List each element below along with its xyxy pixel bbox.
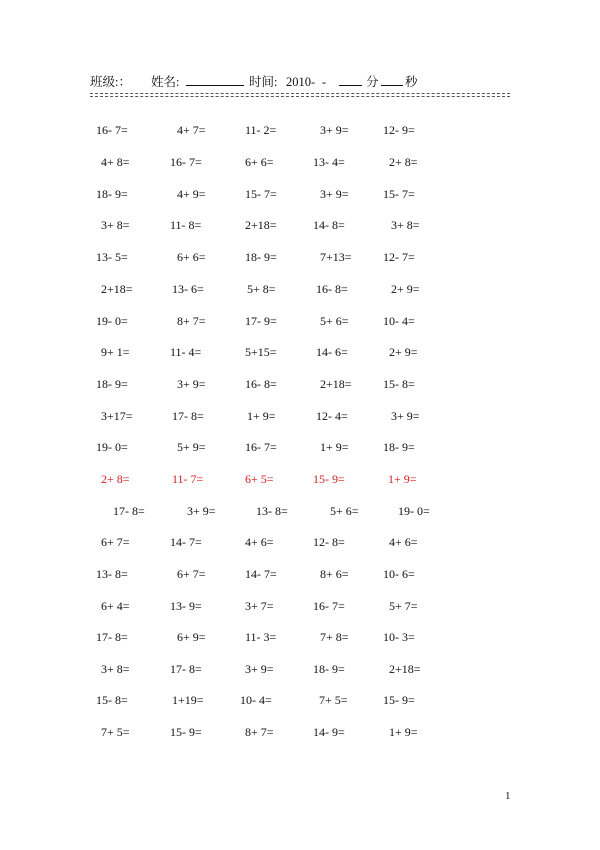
problem-r11-c2: 5+ 9= xyxy=(177,440,206,454)
problem-r11-c3: 16- 7= xyxy=(245,440,277,454)
problem-r19-c5: 15- 9= xyxy=(383,693,415,707)
problem-r19-c3: 10- 4= xyxy=(240,693,272,707)
problem-r6-c3: 5+ 8= xyxy=(247,282,276,296)
problem-r18-c3: 3+ 9= xyxy=(245,662,274,676)
problem-r2-c5: 2+ 8= xyxy=(389,155,418,169)
problem-r13-c5: 19- 0= xyxy=(398,504,430,518)
problem-r10-c5: 3+ 9= xyxy=(391,409,420,423)
date-dash: - xyxy=(322,75,327,89)
problem-r20-c4: 14- 9= xyxy=(313,725,345,739)
problem-r7-c5: 10- 4= xyxy=(383,314,415,328)
problem-r6-c1: 2+18= xyxy=(101,282,133,296)
problem-r15-c2: 6+ 7= xyxy=(177,567,206,581)
problem-r13-c1: 17- 8= xyxy=(113,504,145,518)
problem-r4-c1: 3+ 8= xyxy=(101,218,130,232)
problem-r18-c5: 2+18= xyxy=(389,662,421,676)
problem-r1-c3: 11- 2= xyxy=(245,123,277,137)
problem-r17-c5: 10- 3= xyxy=(383,630,415,644)
problem-r12-c5: 1+ 9= xyxy=(388,472,417,486)
problem-r5-c5: 12- 7= xyxy=(383,250,415,264)
problem-r17-c2: 6+ 9= xyxy=(177,630,206,644)
problem-r9-c5: 15- 8= xyxy=(383,377,415,391)
problem-r4-c3: 2+18= xyxy=(245,218,277,232)
problem-r14-c4: 12- 8= xyxy=(313,535,345,549)
problem-r16-c1: 6+ 4= xyxy=(101,599,130,613)
problem-r4-c4: 14- 8= xyxy=(313,218,345,232)
class-label: 班级:： xyxy=(90,75,131,89)
problem-r14-c3: 4+ 6= xyxy=(245,535,274,549)
problem-r20-c3: 8+ 7= xyxy=(245,725,274,739)
second-label: 秒 xyxy=(405,75,418,89)
problem-r15-c1: 13- 8= xyxy=(96,567,128,581)
problem-r17-c4: 7+ 8= xyxy=(320,630,349,644)
problem-r9-c4: 2+18= xyxy=(320,377,352,391)
problem-r12-c3: 6+ 5= xyxy=(245,472,274,486)
problem-r13-c2: 3+ 9= xyxy=(187,504,216,518)
problem-r17-c1: 17- 8= xyxy=(96,630,128,644)
problem-r19-c4: 7+ 5= xyxy=(319,693,348,707)
problem-r7-c1: 19- 0= xyxy=(96,314,128,328)
minute-label: 分 xyxy=(366,75,379,89)
problem-r10-c3: 1+ 9= xyxy=(247,409,276,423)
problem-r8-c1: 9+ 1= xyxy=(101,345,130,359)
problem-r11-c1: 19- 0= xyxy=(96,440,128,454)
problem-r15-c5: 10- 6= xyxy=(383,567,415,581)
problem-r9-c2: 3+ 9= xyxy=(177,377,206,391)
time-label: 时间: xyxy=(249,75,278,89)
problem-r11-c4: 1+ 9= xyxy=(320,440,349,454)
year-text: 2010- xyxy=(286,75,316,89)
problem-r15-c4: 8+ 6= xyxy=(320,567,349,581)
problem-r3-c5: 15- 7= xyxy=(383,187,415,201)
problem-r12-c2: 11- 7= xyxy=(172,472,204,486)
problem-r12-c1: 2+ 8= xyxy=(101,472,130,486)
problem-r4-c2: 11- 8= xyxy=(170,218,202,232)
problem-r2-c4: 13- 4= xyxy=(313,155,345,169)
problem-r16-c2: 13- 9= xyxy=(170,599,202,613)
problem-r3-c1: 18- 9= xyxy=(96,187,128,201)
problem-r8-c3: 5+15= xyxy=(245,345,277,359)
problem-r2-c2: 16- 7= xyxy=(170,155,202,169)
problem-r2-c1: 4+ 8= xyxy=(101,155,130,169)
problem-r10-c1: 3+17= xyxy=(101,409,133,423)
problem-r16-c5: 5+ 7= xyxy=(389,599,418,613)
problem-r13-c3: 13- 8= xyxy=(256,504,288,518)
problem-r7-c2: 8+ 7= xyxy=(177,314,206,328)
problem-r14-c5: 4+ 6= xyxy=(389,535,418,549)
problem-r18-c2: 17- 8= xyxy=(170,662,202,676)
problem-r17-c3: 11- 3= xyxy=(245,630,277,644)
problem-r3-c2: 4+ 9= xyxy=(177,187,206,201)
problem-r5-c1: 13- 5= xyxy=(96,250,128,264)
problem-r8-c2: 11- 4= xyxy=(170,345,202,359)
problem-r6-c5: 2+ 9= xyxy=(391,282,420,296)
problem-r7-c3: 17- 9= xyxy=(245,314,277,328)
problem-r2-c3: 6+ 6= xyxy=(245,155,274,169)
problem-r3-c4: 3+ 9= xyxy=(320,187,349,201)
problem-r8-c4: 14- 6= xyxy=(316,345,348,359)
problem-r15-c3: 14- 7= xyxy=(245,567,277,581)
page-number: 1 xyxy=(505,790,511,802)
name-label: 姓名: xyxy=(151,75,180,89)
problem-r7-c4: 5+ 6= xyxy=(320,314,349,328)
problem-r5-c4: 7+13= xyxy=(320,250,352,264)
problem-r3-c3: 15- 7= xyxy=(245,187,277,201)
problem-r16-c4: 16- 7= xyxy=(313,599,345,613)
problem-r10-c2: 17- 8= xyxy=(172,409,204,423)
problem-r20-c2: 15- 9= xyxy=(170,725,202,739)
problem-r1-c5: 12- 9= xyxy=(383,123,415,137)
problem-r6-c2: 13- 6= xyxy=(172,282,204,296)
problem-r13-c4: 5+ 6= xyxy=(330,504,359,518)
problem-r14-c2: 14- 7= xyxy=(170,535,202,549)
problem-r18-c1: 3+ 8= xyxy=(101,662,130,676)
problem-r11-c5: 18- 9= xyxy=(383,440,415,454)
problem-r18-c4: 18- 9= xyxy=(313,662,345,676)
problem-r9-c3: 16- 8= xyxy=(245,377,277,391)
problem-r1-c2: 4+ 7= xyxy=(177,123,206,137)
problem-r10-c4: 12- 4= xyxy=(316,409,348,423)
problem-r16-c3: 3+ 7= xyxy=(245,599,274,613)
problem-r12-c4: 15- 9= xyxy=(313,472,345,486)
problem-r19-c2: 1+19= xyxy=(172,693,204,707)
problem-r20-c5: 1+ 9= xyxy=(389,725,418,739)
problem-r1-c4: 3+ 9= xyxy=(320,123,349,137)
problem-r20-c1: 7+ 5= xyxy=(101,725,130,739)
problem-r9-c1: 18- 9= xyxy=(96,377,128,391)
problem-r1-c1: 16- 7= xyxy=(96,123,128,137)
problem-r14-c1: 6+ 7= xyxy=(101,535,130,549)
problem-r19-c1: 15- 8= xyxy=(96,693,128,707)
problem-r4-c5: 3+ 8= xyxy=(391,218,420,232)
problem-r5-c3: 18- 9= xyxy=(245,250,277,264)
problem-r5-c2: 6+ 6= xyxy=(177,250,206,264)
problem-r8-c5: 2+ 9= xyxy=(389,345,418,359)
problem-r6-c4: 16- 8= xyxy=(316,282,348,296)
